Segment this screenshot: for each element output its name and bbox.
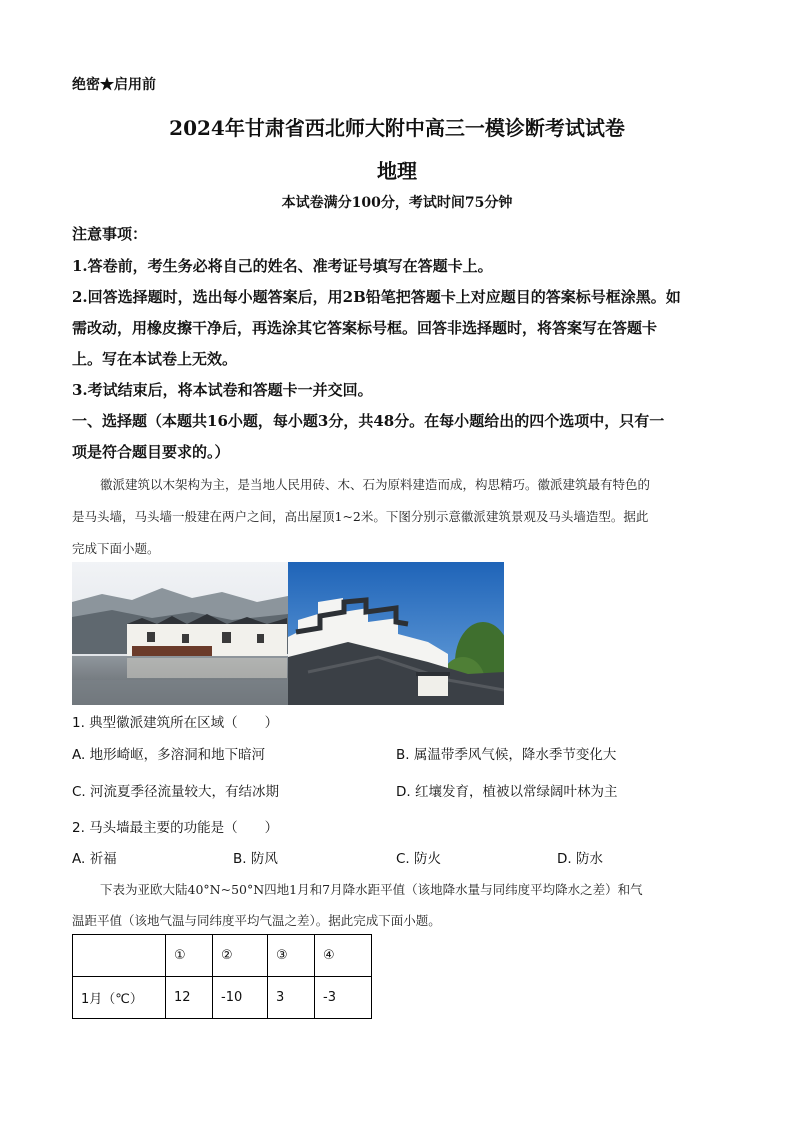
table-cell: 1月（℃） [73, 977, 166, 1019]
q2-option-c: C. 防火 [396, 851, 442, 867]
section1-heading-line-1: 一、选择题（本题共16小题，每小题3分，共48分。在每小题给出的四个选项中，只有一 [72, 412, 665, 430]
note-item-2-line-3: 上。写在本试卷上无效。 [72, 350, 238, 368]
table-header-row [73, 935, 372, 977]
exam-title: 2024年甘肃省西北师大附中高三一模诊断考试试卷 [169, 116, 625, 140]
q1-option-d: D. 红壤发育，植被以常绿阔叶林为主 [396, 784, 618, 800]
passage1-line-3: 完成下面小题。 [72, 541, 160, 556]
table-header-cell [73, 935, 166, 977]
note-item-2-line-1: 2.回答选择题时，选出每小题答案后，用2B铅笔把答题卡上对应题目的答案标号框涂黑。如 [72, 288, 681, 306]
table-cell: 3 [268, 977, 315, 1019]
q1-stem: 1. 典型徽派建筑所在区域（ ） [72, 715, 279, 731]
note-item-3: 3.考试结束后，将本试卷和答题卡一并交回。 [72, 381, 373, 399]
huizhou-architecture-photo [72, 562, 288, 705]
table-cell: 12 [166, 977, 213, 1019]
climate-anomaly-table [72, 934, 372, 1019]
table-cell: -10 [213, 977, 268, 1019]
table-header-cell: ① [166, 935, 213, 977]
table-cell: -3 [315, 977, 372, 1019]
note-item-2-line-2: 需改动，用橡皮擦干净后，再选涂其它答案标号框。回答非选择题时，将答案写在答题卡 [72, 319, 658, 337]
table-header-cell: ③ [268, 935, 315, 977]
confidential-label: 绝密★启用前 [72, 77, 156, 93]
q1-option-c: C. 河流夏季径流量较大，有结冰期 [72, 784, 280, 800]
q2-option-b: B. 防风 [233, 851, 278, 867]
q2-stem: 2. 马头墙最主要的功能是（ ） [72, 820, 279, 836]
passage2-line-1: 下表为亚欧大陆40°N~50°N四地1月和7月降水距平值（该地降水量与同纬度平均降水之差）和气 [100, 882, 643, 897]
exam-info: 本试卷满分100分，考试时间75分钟 [281, 195, 513, 211]
subject-title: 地理 [377, 159, 417, 183]
note-item-1: 1.答卷前，考生务必将自己的姓名、准考证号填写在答题卡上。 [72, 257, 493, 275]
q2-option-a: A. 祈福 [72, 851, 117, 867]
table-header-cell: ② [213, 935, 268, 977]
q2-option-d: D. 防水 [557, 851, 603, 867]
table-header-cell: ④ [315, 935, 372, 977]
passage1-line-1: 徽派建筑以木架构为主，是当地人民用砖、木、石为原料建造而成，构思精巧。徽派建筑最有特色的 [100, 477, 651, 492]
q1-option-a: A. 地形崎岖，多溶洞和地下暗河 [72, 747, 266, 763]
horse-head-wall-photo [288, 562, 504, 705]
section1-heading-line-2: 项是符合题目要求的。） [72, 443, 230, 461]
passage1-line-2: 是马头墙，马头墙一般建在两户之间，高出屋顶1~2米。下图分别示意徽派建筑景观及马头墙造型。据此 [72, 509, 649, 524]
notes-heading: 注意事项： [72, 225, 148, 243]
passage2-line-2: 温距平值（该地气温与同纬度平均气温之差）。据此完成下面小题。 [72, 913, 441, 928]
table-row [73, 977, 372, 1019]
q1-option-b: B. 属温带季风气候，降水季节变化大 [396, 747, 617, 763]
